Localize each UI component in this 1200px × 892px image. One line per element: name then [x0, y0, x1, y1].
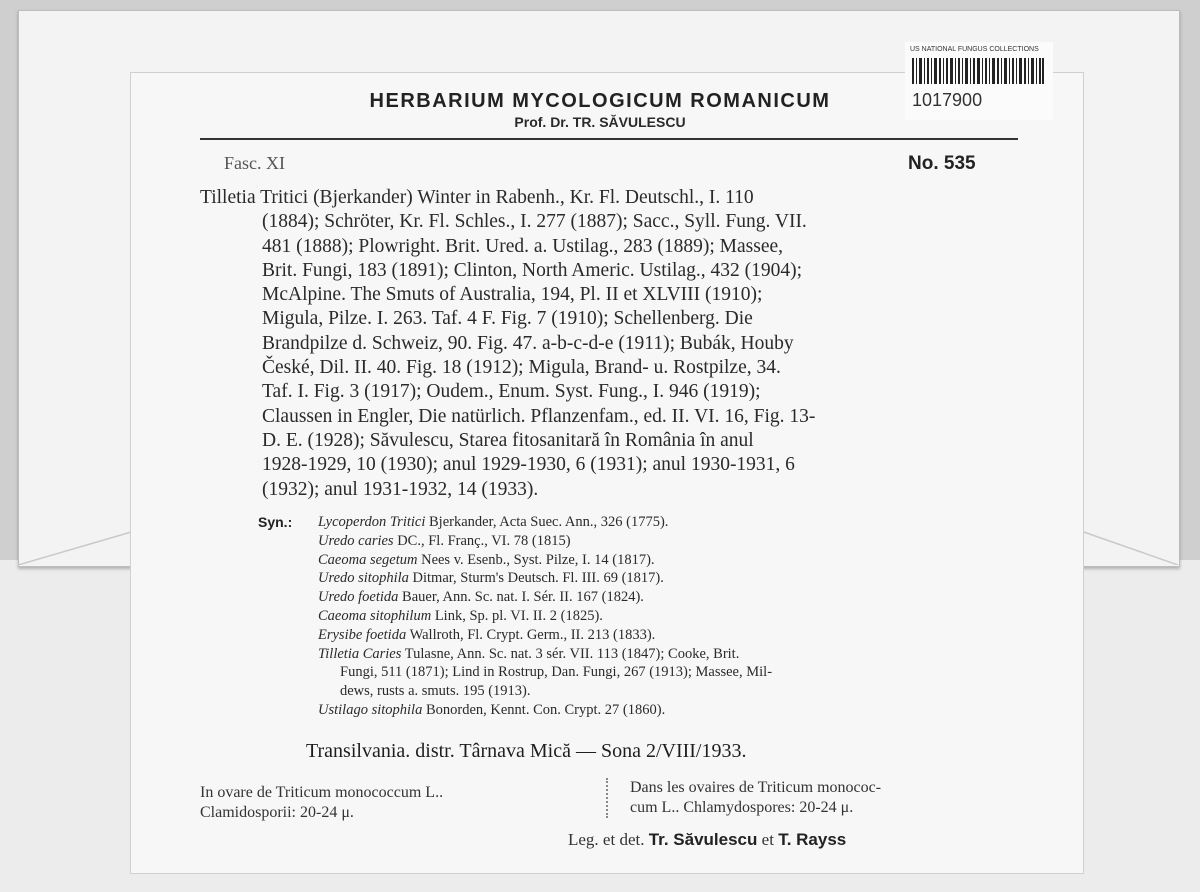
host-note-ro-line: Clamidosporii: 20-24 μ.: [200, 804, 354, 821]
collector-line: [568, 830, 846, 850]
synonyms-label: Syn.:: [258, 514, 293, 530]
synonym-reference: Bonorden, Kennt. Con. Crypt. 27 (1860).: [425, 702, 666, 718]
column-divider: [606, 778, 612, 818]
synonym-reference: DC., Fl. Franç., VI. 78 (1815): [397, 532, 571, 549]
synonym-name: Tilletia Caries: [318, 645, 402, 662]
synonym-name: Uredo foetida: [318, 589, 399, 606]
host-note-romanian: [200, 783, 595, 823]
host-note-french: [630, 778, 1030, 818]
synonym-entry: [318, 551, 655, 569]
barcode-icon: [912, 58, 1044, 84]
synonym-name: Uredo caries: [318, 532, 394, 549]
synonym-name: Caeoma segetum: [318, 551, 418, 568]
synonym-reference: Link, Sp. pl. VI. II. 2 (1825).: [434, 608, 603, 624]
collector-name-1: Tr. Săvulescu: [648, 830, 758, 849]
synonym-entry: [318, 569, 664, 587]
citation-line: Taf. I. Fig. 3 (1917); Oudem., Enum. Syst. Fung., I. 946 (1919);: [262, 381, 761, 403]
citation-line: 481 (1888); Plowright. Brit. Ured. a. Ustilag., 283 (1889); Massee,: [262, 235, 784, 257]
synonym-entry: [318, 626, 655, 644]
synonym-name: Lycoperdon Tritici: [318, 514, 426, 530]
host-note-fr-line: Dans les ovaires de Triticum monococ-: [630, 779, 882, 796]
collector-prefix: Leg. et det.: [568, 830, 645, 849]
synonym-entry: [318, 532, 571, 550]
citation-line: (1884); Schröter, Kr. Fl. Schles., I. 277 (1887); Sacc., Syll. Fung. VII.: [262, 211, 807, 233]
citation-line: Brit. Fungi, 183 (1891); Clinton, North Americ. Ustilag., 432 (1904);: [262, 259, 803, 281]
synonym-name: Ustilago sitophila: [318, 702, 423, 718]
citation-line: McAlpine. The Smuts of Australia, 194, Pl. II et XLVIII (1910);: [262, 284, 763, 306]
synonym-reference: Ditmar, Sturm's Deutsch. Fl. III. 69 (1817).: [412, 570, 664, 587]
synonym-reference: Wallroth, Fl. Crypt. Germ., II. 213 (1833).: [409, 626, 656, 643]
host-note-fr-line: cum L.. Chlamydospores: 20-24 μ.: [630, 799, 854, 816]
herbarium-title: HERBARIUM MYCOLOGICUM ROMANICUM: [369, 90, 831, 112]
collection-locality: Transilvania. distr. Târnava Mică — Sona 2/VIII/1933.: [306, 740, 747, 762]
synonym-entry: [318, 701, 665, 719]
citation-line: Brandpilze d. Schweiz, 90. Fig. 47. a-b-c-d-e (1911); Bubák, Houby: [262, 332, 794, 354]
synonym-entry: [318, 607, 603, 625]
header-rule: [200, 138, 1018, 140]
specimen-number: No. 535: [908, 153, 976, 174]
species-citation: [200, 186, 1020, 502]
synonym-reference: Bauer, Ann. Sc. nat. I. Sér. II. 167 (1824).: [402, 589, 644, 606]
synonym-entry: [318, 513, 668, 531]
citation-line: Migula, Pilze. I. 263. Taf. 4 F. Fig. 7 (1910); Schellenberg. Die: [262, 308, 753, 330]
synonym-entry: [318, 645, 739, 663]
synonym-entry: [318, 588, 644, 606]
host-note-ro-line: In ovare de Triticum monococcum L..: [200, 784, 444, 801]
citation-line: České, Dil. II. 40. Fig. 18 (1912); Migula, Brand- u. Rostpilze, 34.: [262, 357, 781, 379]
collector-name-2: T. Rayss: [778, 830, 847, 849]
citation-line: D. E. (1928); Săvulescu, Starea fitosanitară în România în anul: [262, 429, 754, 451]
synonym-reference: dews, rusts a. smuts. 195 (1913).: [340, 683, 531, 700]
synonym-entry: [340, 682, 531, 700]
synonym-name: Uredo sitophila: [318, 570, 409, 587]
collector-join: et: [761, 830, 774, 849]
synonym-reference: Nees v. Esenb., Syst. Pilze, I. 14 (1817).: [421, 551, 655, 568]
synonym-name: Caeoma sitophilum: [318, 608, 432, 624]
citation-line: (1932); anul 1931-1932, 14 (1933).: [262, 478, 539, 500]
synonym-reference: Tulasne, Ann. Sc. nat. 3 sér. VII. 113 (1847); Cooke, Brit.: [404, 645, 740, 662]
citation-line: Tilletia Tritici (Bjerkander) Winter in Rabenh., Kr. Fl. Deutschl., I. 110: [200, 187, 754, 208]
synonym-entry: [340, 663, 772, 681]
citation-line: Claussen in Engler, Die natürlich. Pflanzenfam., ed. II. VI. 16, Fig. 13-: [262, 405, 816, 427]
citation-line: 1928-1929, 10 (1930); anul 1929-1930, 6 (1931); anul 1930-1931, 6: [262, 454, 795, 476]
synonym-reference: Fungi, 511 (1871); Lind in Rostrup, Dan. Fungi, 267 (1913); Massee, Mil-: [340, 664, 773, 681]
synonym-reference: Bjerkander, Acta Suec. Ann., 326 (1775).: [429, 514, 669, 530]
barcode-number: 1017900: [912, 90, 983, 110]
fascicle-label: Fasc. XI: [224, 153, 285, 173]
herbarium-curator: Prof. Dr. TR. SĂVULESCU: [514, 114, 686, 130]
barcode-caption: US NATIONAL FUNGUS COLLECTIONS: [910, 46, 1039, 53]
synonym-name: Erysibe foetida: [318, 626, 407, 643]
